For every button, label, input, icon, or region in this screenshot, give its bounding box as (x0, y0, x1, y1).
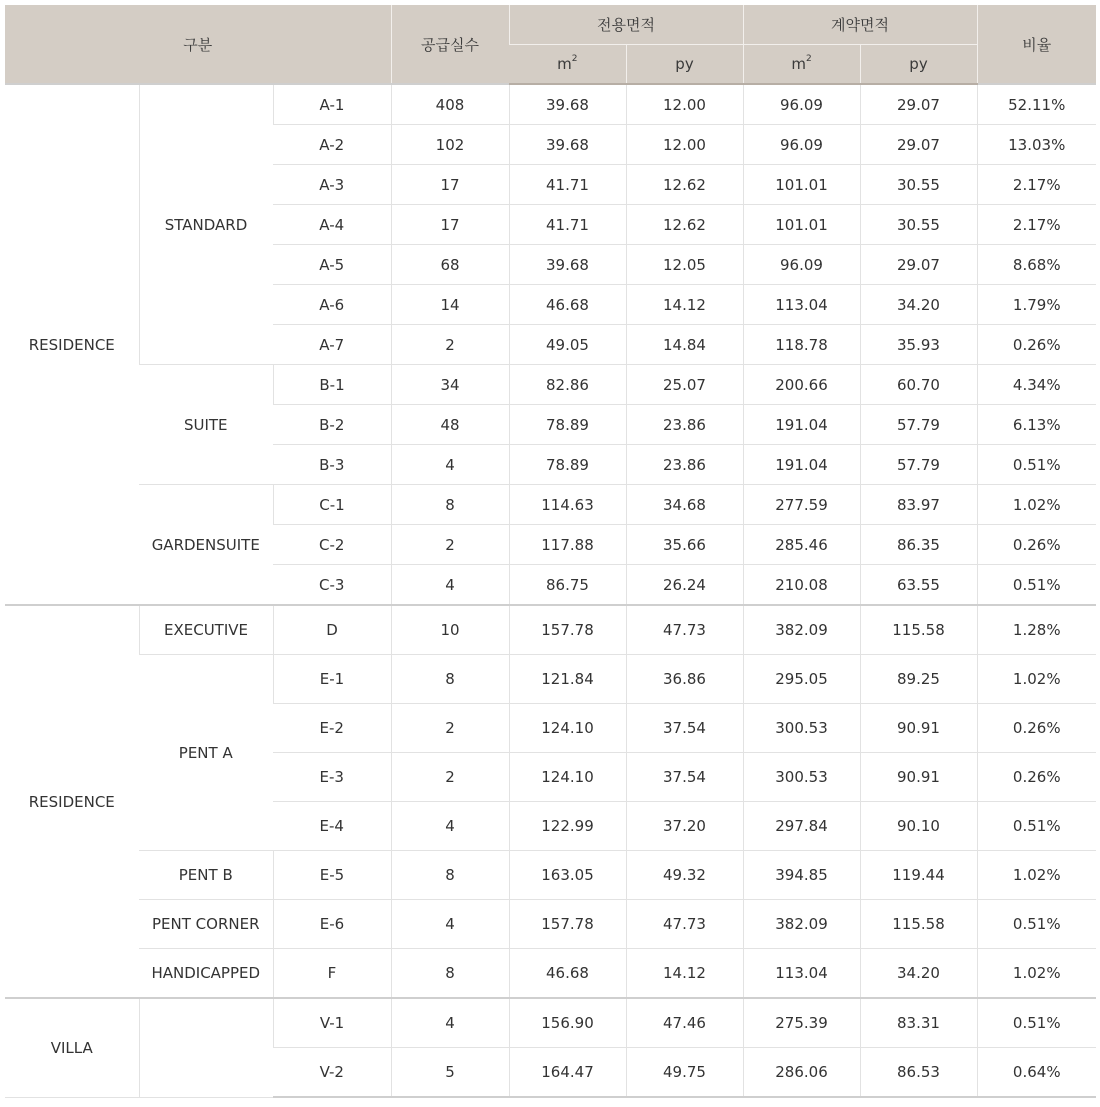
unit-type-cell: E-2 (273, 704, 391, 753)
section-villa (5, 998, 1096, 1097)
supply-units-cell: 408 (391, 84, 509, 125)
group-label: STANDARD (139, 84, 273, 365)
ratio-cell: 1.02% (977, 485, 1096, 525)
exclusive-py-cell: 12.62 (626, 205, 743, 245)
exclusive-py-cell: 37.54 (626, 753, 743, 802)
table-row (5, 900, 1096, 949)
supply-units-cell: 4 (391, 802, 509, 851)
unit-type-cell: D (273, 605, 391, 655)
contract-py-cell: 34.20 (860, 949, 977, 999)
supply-units-cell: 4 (391, 445, 509, 485)
contract-sqm-cell: 191.04 (743, 405, 860, 445)
contract-sqm-cell: 285.46 (743, 525, 860, 565)
supply-units-cell: 17 (391, 165, 509, 205)
contract-py-cell: 29.07 (860, 84, 977, 125)
exclusive-sqm-cell: 46.68 (509, 285, 626, 325)
exclusive-sqm-cell: 114.63 (509, 485, 626, 525)
contract-py-cell: 115.58 (860, 605, 977, 655)
section-label: VILLA (5, 998, 139, 1097)
contract-sqm-cell: 101.01 (743, 205, 860, 245)
supply-units-cell: 5 (391, 1048, 509, 1098)
exclusive-py-cell: 34.68 (626, 485, 743, 525)
ratio-cell: 0.51% (977, 900, 1096, 949)
unit-type-cell: A-5 (273, 245, 391, 285)
supply-units-cell: 10 (391, 605, 509, 655)
contract-py-cell: 119.44 (860, 851, 977, 900)
contract-py-cell: 60.70 (860, 365, 977, 405)
contract-sqm-cell: 96.09 (743, 125, 860, 165)
exclusive-py-cell: 23.86 (626, 405, 743, 445)
exclusive-py-cell: 49.32 (626, 851, 743, 900)
section-label: RESIDENCE (5, 84, 139, 605)
ratio-cell: 1.79% (977, 285, 1096, 325)
contract-sqm-cell: 191.04 (743, 445, 860, 485)
exclusive-py-cell: 47.73 (626, 605, 743, 655)
table-row (5, 84, 1096, 125)
supply-units-cell: 8 (391, 851, 509, 900)
table-row (5, 998, 1096, 1048)
supply-units-cell: 8 (391, 485, 509, 525)
unit-type-cell: V-2 (273, 1048, 391, 1098)
ratio-cell: 8.68% (977, 245, 1096, 285)
contract-sqm-cell: 200.66 (743, 365, 860, 405)
ratio-cell: 1.02% (977, 655, 1096, 704)
unit-type-cell: E-5 (273, 851, 391, 900)
exclusive-sqm-cell: 39.68 (509, 125, 626, 165)
contract-py-cell: 29.07 (860, 125, 977, 165)
ratio-cell: 0.51% (977, 565, 1096, 606)
ratio-cell: 0.26% (977, 525, 1096, 565)
exclusive-py-cell: 12.05 (626, 245, 743, 285)
unit-superscript: 2 (571, 54, 578, 64)
exclusive-sqm-cell: 41.71 (509, 165, 626, 205)
header-contract-py: py (860, 45, 977, 85)
supply-units-cell: 4 (391, 998, 509, 1048)
unit-type-cell: A-3 (273, 165, 391, 205)
contract-py-cell: 86.53 (860, 1048, 977, 1098)
supply-units-cell: 2 (391, 704, 509, 753)
exclusive-sqm-cell: 124.10 (509, 704, 626, 753)
header-ratio: 비율 (977, 5, 1096, 84)
exclusive-sqm-cell: 82.86 (509, 365, 626, 405)
exclusive-sqm-cell: 78.89 (509, 445, 626, 485)
ratio-cell: 1.02% (977, 851, 1096, 900)
exclusive-sqm-cell: 39.68 (509, 245, 626, 285)
supply-units-cell: 2 (391, 525, 509, 565)
contract-py-cell: 83.97 (860, 485, 977, 525)
contract-sqm-cell: 286.06 (743, 1048, 860, 1098)
exclusive-py-cell: 49.75 (626, 1048, 743, 1098)
contract-py-cell: 90.91 (860, 704, 977, 753)
section-label: RESIDENCE (5, 605, 139, 998)
ratio-cell: 0.26% (977, 753, 1096, 802)
unit-type-cell: A-4 (273, 205, 391, 245)
contract-py-cell: 90.91 (860, 753, 977, 802)
table-row (5, 605, 1096, 655)
ratio-cell: 0.26% (977, 325, 1096, 365)
unit-type-cell: E-6 (273, 900, 391, 949)
contract-sqm-cell: 382.09 (743, 605, 860, 655)
contract-py-cell: 89.25 (860, 655, 977, 704)
header-units: 공급실수 (391, 5, 509, 84)
contract-sqm-cell: 101.01 (743, 165, 860, 205)
supply-units-cell: 68 (391, 245, 509, 285)
unit-type-cell: E-3 (273, 753, 391, 802)
exclusive-py-cell: 36.86 (626, 655, 743, 704)
unit-type-cell: A-1 (273, 84, 391, 125)
exclusive-py-cell: 47.73 (626, 900, 743, 949)
supply-units-cell: 4 (391, 900, 509, 949)
header-exclusive-sqm (509, 45, 626, 85)
supply-units-cell: 2 (391, 753, 509, 802)
exclusive-sqm-cell: 39.68 (509, 84, 626, 125)
contract-py-cell: 30.55 (860, 165, 977, 205)
exclusive-sqm-cell: 78.89 (509, 405, 626, 445)
table-row (5, 851, 1096, 900)
contract-py-cell: 57.79 (860, 405, 977, 445)
contract-sqm-cell: 297.84 (743, 802, 860, 851)
contract-py-cell: 35.93 (860, 325, 977, 365)
unit-type-cell: E-1 (273, 655, 391, 704)
unit-type-cell: C-1 (273, 485, 391, 525)
exclusive-sqm-cell: 46.68 (509, 949, 626, 999)
unit-type-cell: C-3 (273, 565, 391, 606)
exclusive-sqm-cell: 157.78 (509, 605, 626, 655)
contract-sqm-cell: 300.53 (743, 704, 860, 753)
unit-label: m (791, 55, 806, 73)
exclusive-py-cell: 14.84 (626, 325, 743, 365)
exclusive-py-cell: 12.00 (626, 125, 743, 165)
unit-type-cell: C-2 (273, 525, 391, 565)
exclusive-sqm-cell: 49.05 (509, 325, 626, 365)
ratio-cell: 4.34% (977, 365, 1096, 405)
exclusive-py-cell: 12.62 (626, 165, 743, 205)
contract-py-cell: 86.35 (860, 525, 977, 565)
ratio-cell: 6.13% (977, 405, 1096, 445)
exclusive-py-cell: 37.54 (626, 704, 743, 753)
contract-sqm-cell: 118.78 (743, 325, 860, 365)
unit-type-cell: E-4 (273, 802, 391, 851)
header-category: 구분 (5, 5, 391, 84)
section-residence-1 (5, 84, 1096, 605)
ratio-cell: 2.17% (977, 205, 1096, 245)
section-residence-2 (5, 605, 1096, 998)
contract-py-cell: 57.79 (860, 445, 977, 485)
unit-type-cell: B-1 (273, 365, 391, 405)
unit-type-cell: B-2 (273, 405, 391, 445)
exclusive-sqm-cell: 41.71 (509, 205, 626, 245)
header-exclusive-area: 전용면적 (509, 5, 743, 45)
unit-superscript: 2 (805, 54, 812, 64)
unit-spec-table (5, 5, 1096, 1098)
ratio-cell: 0.51% (977, 998, 1096, 1048)
exclusive-sqm-cell: 156.90 (509, 998, 626, 1048)
group-label: PENT CORNER (139, 900, 273, 949)
ratio-cell: 0.51% (977, 445, 1096, 485)
contract-py-cell: 115.58 (860, 900, 977, 949)
contract-sqm-cell: 113.04 (743, 949, 860, 999)
ratio-cell: 0.26% (977, 704, 1096, 753)
contract-py-cell: 34.20 (860, 285, 977, 325)
exclusive-py-cell: 23.86 (626, 445, 743, 485)
supply-units-cell: 2 (391, 325, 509, 365)
ratio-cell: 0.51% (977, 802, 1096, 851)
exclusive-sqm-cell: 121.84 (509, 655, 626, 704)
ratio-cell: 0.64% (977, 1048, 1096, 1098)
exclusive-sqm-cell: 163.05 (509, 851, 626, 900)
group-label: SUITE (139, 365, 273, 485)
header-contract-area: 계약면적 (743, 5, 977, 45)
exclusive-sqm-cell: 124.10 (509, 753, 626, 802)
supply-units-cell: 4 (391, 565, 509, 606)
contract-sqm-cell: 275.39 (743, 998, 860, 1048)
group-label: PENT B (139, 851, 273, 900)
exclusive-py-cell: 35.66 (626, 525, 743, 565)
table-row (5, 485, 1096, 525)
unit-type-cell: A-2 (273, 125, 391, 165)
exclusive-py-cell: 14.12 (626, 285, 743, 325)
supply-units-cell: 14 (391, 285, 509, 325)
exclusive-py-cell: 14.12 (626, 949, 743, 999)
unit-type-cell: F (273, 949, 391, 999)
contract-sqm-cell: 277.59 (743, 485, 860, 525)
ratio-cell: 52.11% (977, 84, 1096, 125)
group-label (139, 998, 273, 1097)
group-label: PENT A (139, 655, 273, 851)
contract-sqm-cell: 113.04 (743, 285, 860, 325)
unit-type-cell: A-6 (273, 285, 391, 325)
exclusive-py-cell: 37.20 (626, 802, 743, 851)
header-contract-sqm (743, 45, 860, 85)
supply-units-cell: 48 (391, 405, 509, 445)
contract-sqm-cell: 96.09 (743, 84, 860, 125)
exclusive-sqm-cell: 157.78 (509, 900, 626, 949)
contract-py-cell: 90.10 (860, 802, 977, 851)
ratio-cell: 13.03% (977, 125, 1096, 165)
contract-sqm-cell: 300.53 (743, 753, 860, 802)
table-header (5, 5, 1096, 84)
contract-py-cell: 30.55 (860, 205, 977, 245)
group-label: EXECUTIVE (139, 605, 273, 655)
exclusive-sqm-cell: 86.75 (509, 565, 626, 606)
group-label: GARDENSUITE (139, 485, 273, 606)
supply-units-cell: 8 (391, 949, 509, 999)
header-exclusive-py: py (626, 45, 743, 85)
exclusive-py-cell: 47.46 (626, 998, 743, 1048)
exclusive-sqm-cell: 122.99 (509, 802, 626, 851)
ratio-cell: 1.28% (977, 605, 1096, 655)
supply-units-cell: 17 (391, 205, 509, 245)
contract-py-cell: 83.31 (860, 998, 977, 1048)
ratio-cell: 1.02% (977, 949, 1096, 999)
exclusive-sqm-cell: 117.88 (509, 525, 626, 565)
ratio-cell: 2.17% (977, 165, 1096, 205)
contract-sqm-cell: 394.85 (743, 851, 860, 900)
contract-py-cell: 29.07 (860, 245, 977, 285)
supply-units-cell: 102 (391, 125, 509, 165)
table-row (5, 655, 1096, 704)
unit-type-cell: B-3 (273, 445, 391, 485)
unit-type-cell: V-1 (273, 998, 391, 1048)
contract-sqm-cell: 96.09 (743, 245, 860, 285)
contract-py-cell: 63.55 (860, 565, 977, 606)
table-row (5, 365, 1096, 405)
unit-type-cell: A-7 (273, 325, 391, 365)
exclusive-py-cell: 26.24 (626, 565, 743, 606)
supply-units-cell: 34 (391, 365, 509, 405)
contract-sqm-cell: 210.08 (743, 565, 860, 606)
exclusive-py-cell: 12.00 (626, 84, 743, 125)
contract-sqm-cell: 382.09 (743, 900, 860, 949)
table-row (5, 949, 1096, 999)
exclusive-sqm-cell: 164.47 (509, 1048, 626, 1098)
unit-label: m (557, 55, 572, 73)
exclusive-py-cell: 25.07 (626, 365, 743, 405)
contract-sqm-cell: 295.05 (743, 655, 860, 704)
supply-units-cell: 8 (391, 655, 509, 704)
group-label: HANDICAPPED (139, 949, 273, 999)
